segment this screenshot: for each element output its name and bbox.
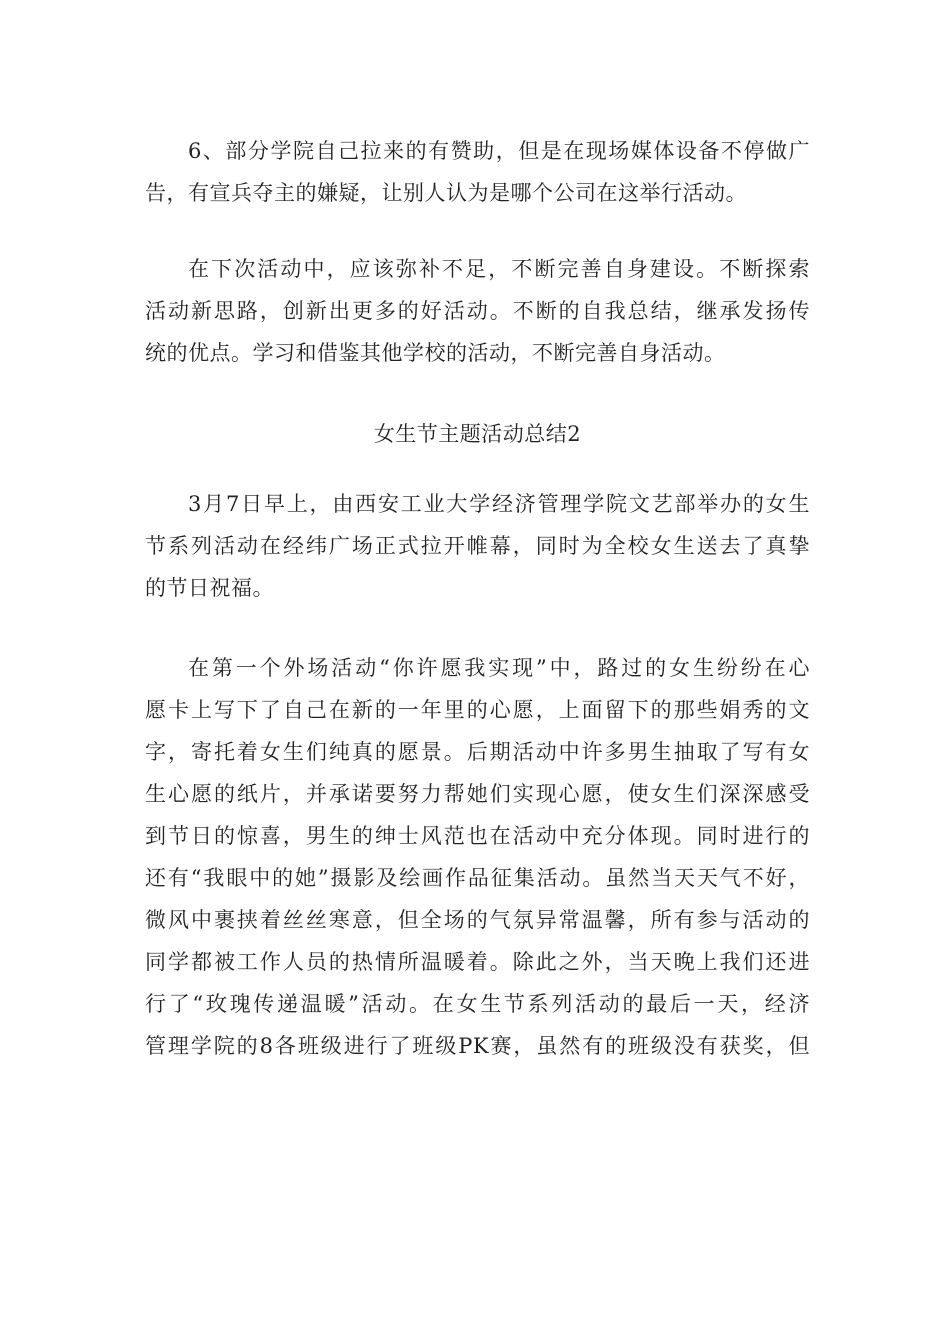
paragraph-line: 告，有宣兵夺主的嫌疑，让别人认为是哪个公司在这举行活动。: [145, 181, 747, 205]
paragraph-line: 同学都被工作人员的热情所温暖着。除此之外，当天晚上我们还进: [145, 950, 810, 974]
paragraph-line: 3月7日早上，由西安工业大学经济管理学院文艺部举办的女生: [188, 492, 810, 516]
paragraph-line: 活动新思路，创新出更多的好活动。不断的自我总结，继承发扬传: [145, 299, 810, 323]
paragraph-line: 愿卡上写下了自己在新的一年里的心愿，上面留下的那些娟秀的文: [145, 698, 810, 722]
paragraph-line: 还有“我眼中的她”摄影及绘画作品征集活动。虽然当天天气不好，: [145, 866, 810, 890]
paragraph-line: 行了“玫瑰传递温暖”活动。在女生节系列活动的最后一天，经济: [145, 992, 810, 1016]
paragraph-line: 管理学院的8各班级进行了班级PK赛，虽然有的班级没有获奖，但: [145, 1034, 810, 1058]
paragraph-line: 在第一个外场活动“你许愿我实现”中，路过的女生纷纷在心: [188, 656, 810, 680]
paragraph-line: 6、部分学院自己拉来的有赞助，但是在现场媒体设备不停做广: [188, 139, 810, 163]
paragraph-line: 字，寄托着女生们纯真的愿景。后期活动中许多男生抽取了写有女: [145, 740, 810, 764]
paragraph-line: 微风中裹挟着丝丝寒意，但全场的气氛异常温馨，所有参与活动的: [145, 908, 810, 932]
paragraph-event-opening: [145, 483, 810, 609]
paragraph-line: 节系列活动在经纬广场正式拉开帷幕，同时为全校女生送去了真挚: [145, 534, 810, 558]
paragraph-line: 在下次活动中，应该弥补不足，不断完善自身建设。不断探索: [188, 257, 810, 281]
section-heading: 女生节主题活动总结2: [373, 422, 582, 446]
paragraph-line: 生心愿的纸片，并承诺要努力帮她们实现心愿，使女生们深深感受: [145, 782, 810, 806]
paragraph-line: 统的优点。学习和借鉴其他学校的活动，不断完善自身活动。: [145, 341, 726, 365]
paragraph-sponsorship-issue: [145, 130, 810, 214]
paragraph-line: 到节日的惊喜，男生的绅士风范也在活动中充分体现。同时进行的: [145, 824, 810, 848]
paragraph-improvement-plan: [145, 248, 810, 374]
paragraph-event-details: [145, 647, 810, 1067]
paragraph-line: 的节日祝福。: [145, 576, 274, 600]
